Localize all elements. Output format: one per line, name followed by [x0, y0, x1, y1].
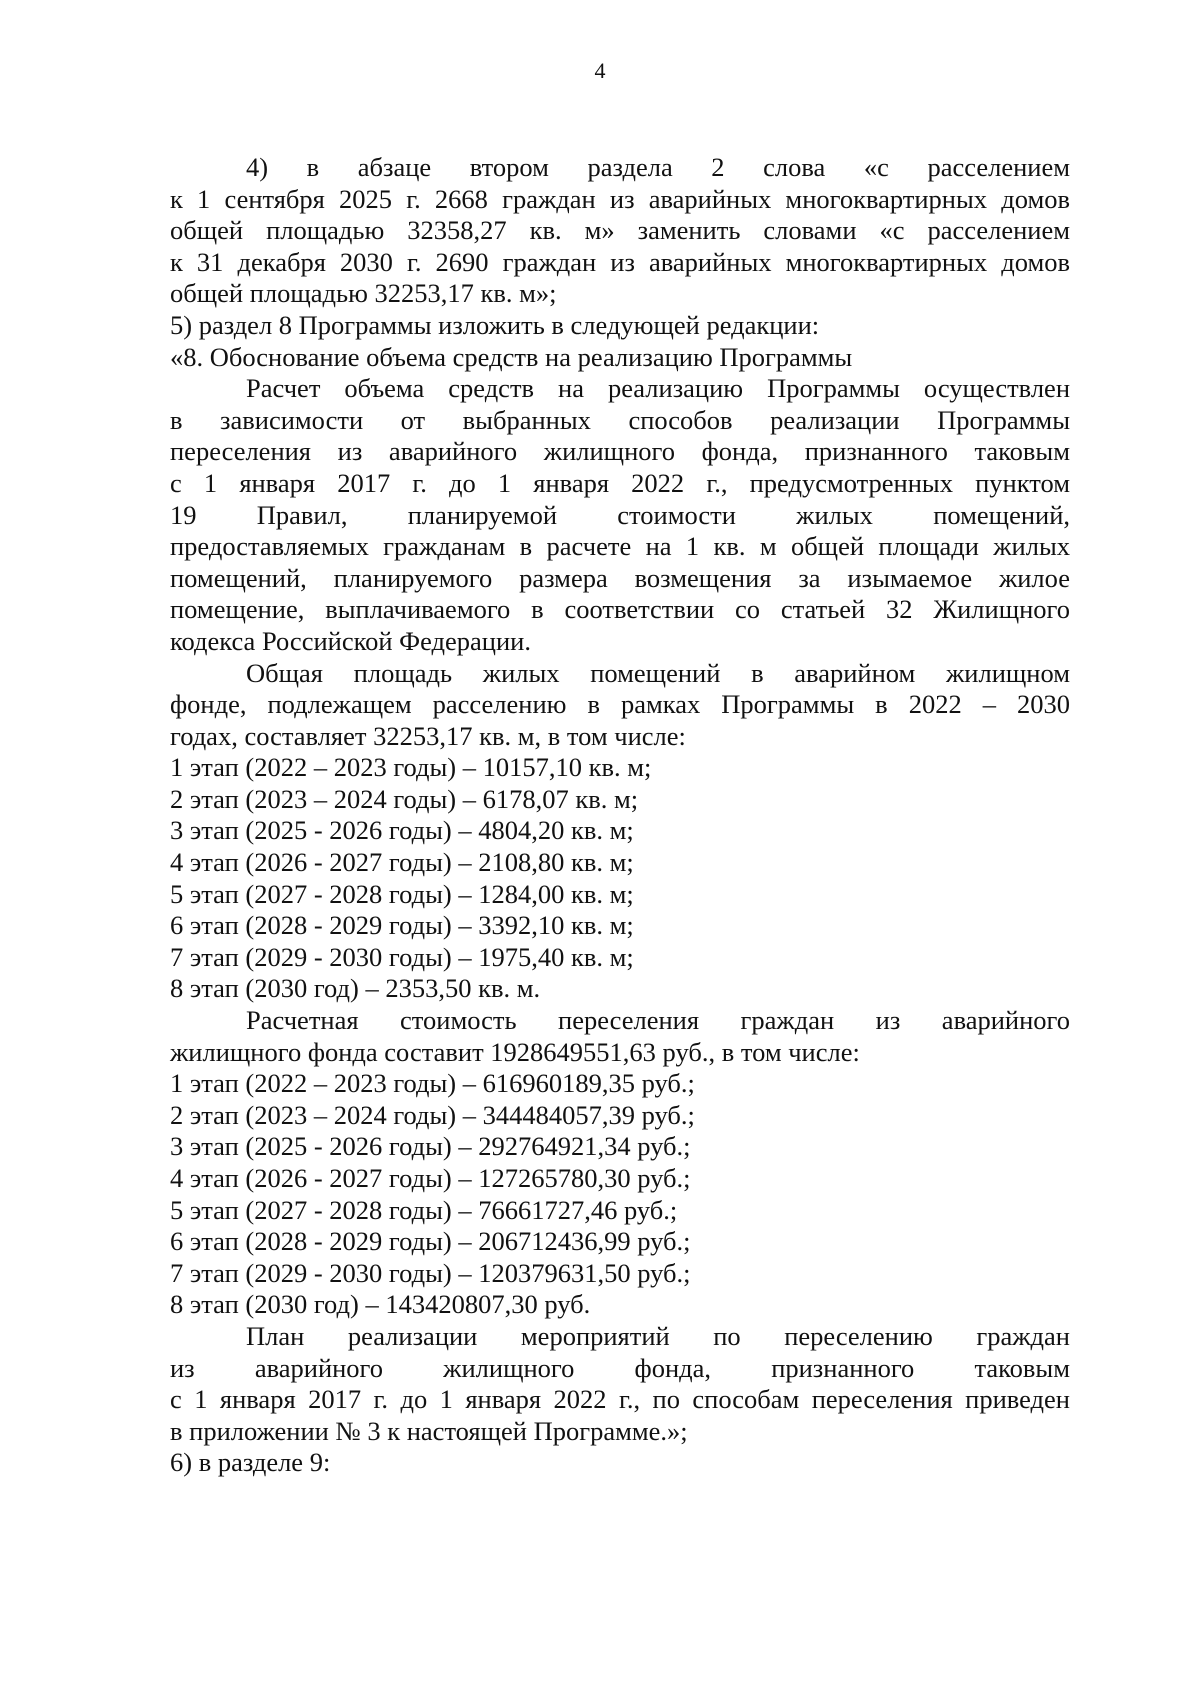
paragraph-total-area [170, 658, 1070, 753]
text-line: общей площадью 32253,17 кв. м»; [170, 278, 557, 309]
text-line: с 1 января 2017 г. до 1 января 2022 г., по способам переселения приведен [170, 1384, 1070, 1415]
page-number: 4 [594, 58, 606, 83]
list-item: 5 этап (2027 - 2028 годы) – 1284,00 кв. м; [170, 878, 634, 909]
list-item: 7 этап (2029 - 2030 годы) – 1975,40 кв. м; [170, 941, 634, 972]
list-item: 4 этап (2026 - 2027 годы) – 127265780,30 руб.; [170, 1163, 691, 1193]
area-stages-list [170, 752, 1070, 1005]
text-line: Общая площадь жилых помещений в аварийном жилищном [246, 657, 1070, 688]
paragraph-amendment-6: 6) в разделе 9: [170, 1447, 331, 1478]
text-line: предоставляемых гражданам в расчете на 1 кв. м общей площади жилых [170, 531, 1070, 562]
text-line: Расчет объема средств на реализацию Программы осуществлен [246, 373, 1070, 404]
text-line: помещений, планируемого размера возмещения за изымаемое жилое [170, 562, 1070, 593]
text-line: годах, составляет 32253,17 кв. м, в том числе: [170, 720, 686, 751]
list-item: 2 этап (2023 – 2024 годы) – 344484057,39 руб.; [170, 1099, 695, 1130]
paragraph-calculation [170, 373, 1070, 657]
text-line: из аварийного жилищного фонда, признанного таковым [170, 1352, 1070, 1383]
paragraph-amendment-4 [170, 152, 1070, 310]
text-line: 4) в абзаце втором раздела 2 слова «с расселением [246, 152, 1070, 182]
text-line: помещение, выплачиваемого в соответствии со статьей 32 Жилищного [170, 594, 1070, 625]
paragraph-amendment-5: 5) раздел 8 Программы изложить в следующей редакции: [170, 309, 820, 340]
text-line: общей площадью 32358,27 кв. м» заменить словами «с расселением [170, 215, 1070, 246]
cost-stages-list [170, 1068, 1070, 1321]
text-line: к 31 декабря 2030 г. 2690 граждан из аварийных многоквартирных домов [170, 246, 1070, 277]
text-line: Расчетная стоимость переселения граждан из аварийного [246, 1005, 1070, 1036]
list-item: 5 этап (2027 - 2028 годы) – 76661727,46 руб.; [170, 1194, 678, 1225]
text-line: к 1 сентября 2025 г. 2668 граждан из аварийных многоквартирных домов [170, 183, 1070, 214]
list-item: 8 этап (2030 год) – 2353,50 кв. м. [170, 973, 541, 1004]
list-item: 1 этап (2022 – 2023 годы) – 10157,10 кв. м; [170, 752, 652, 783]
list-item: 4 этап (2026 - 2027 годы) – 2108,80 кв. м; [170, 847, 634, 878]
list-item: 3 этап (2025 - 2026 годы) – 4804,20 кв. м; [170, 815, 634, 846]
text-line: 19 Правил, планируемой стоимости жилых помещений, [170, 499, 1070, 530]
text-line: с 1 января 2017 г. до 1 января 2022 г., предусмотренных пунктом [170, 467, 1070, 498]
list-item: 6 этап (2028 - 2029 годы) – 3392,10 кв. м; [170, 910, 634, 941]
document-body [170, 152, 1070, 1479]
text-line: в зависимости от выбранных способов реализации Программы [170, 404, 1070, 435]
section-8-heading: «8. Обоснование объема средств на реализацию Программы [170, 341, 853, 372]
list-item: 3 этап (2025 - 2026 годы) – 292764921,34 руб.; [170, 1131, 691, 1162]
paragraph-total-cost [170, 1005, 1070, 1068]
text-line: переселения из аварийного жилищного фонда, признанного таковым [170, 436, 1070, 467]
list-item: 6 этап (2028 - 2029 годы) – 206712436,99 руб.; [170, 1226, 691, 1257]
list-item: 2 этап (2023 – 2024 годы) – 6178,07 кв. м; [170, 783, 639, 814]
text-line: в приложении № 3 к настоящей Программе.»; [170, 1415, 688, 1446]
list-item: 7 этап (2029 - 2030 годы) – 120379631,50 руб.; [170, 1257, 691, 1288]
text-line: жилищного фонда составит 1928649551,63 руб., в том числе: [170, 1036, 860, 1067]
list-item: 1 этап (2022 – 2023 годы) – 616960189,35 руб.; [170, 1068, 695, 1099]
text-line: План реализации мероприятий по переселению граждан [246, 1320, 1070, 1351]
paragraph-plan [170, 1321, 1070, 1447]
text-line: фонде, подлежащем расселению в рамках Программы в 2022 – 2030 [170, 689, 1070, 720]
text-line: кодекса Российской Федерации. [170, 625, 531, 656]
list-item: 8 этап (2030 год) – 143420807,30 руб. [170, 1289, 591, 1320]
